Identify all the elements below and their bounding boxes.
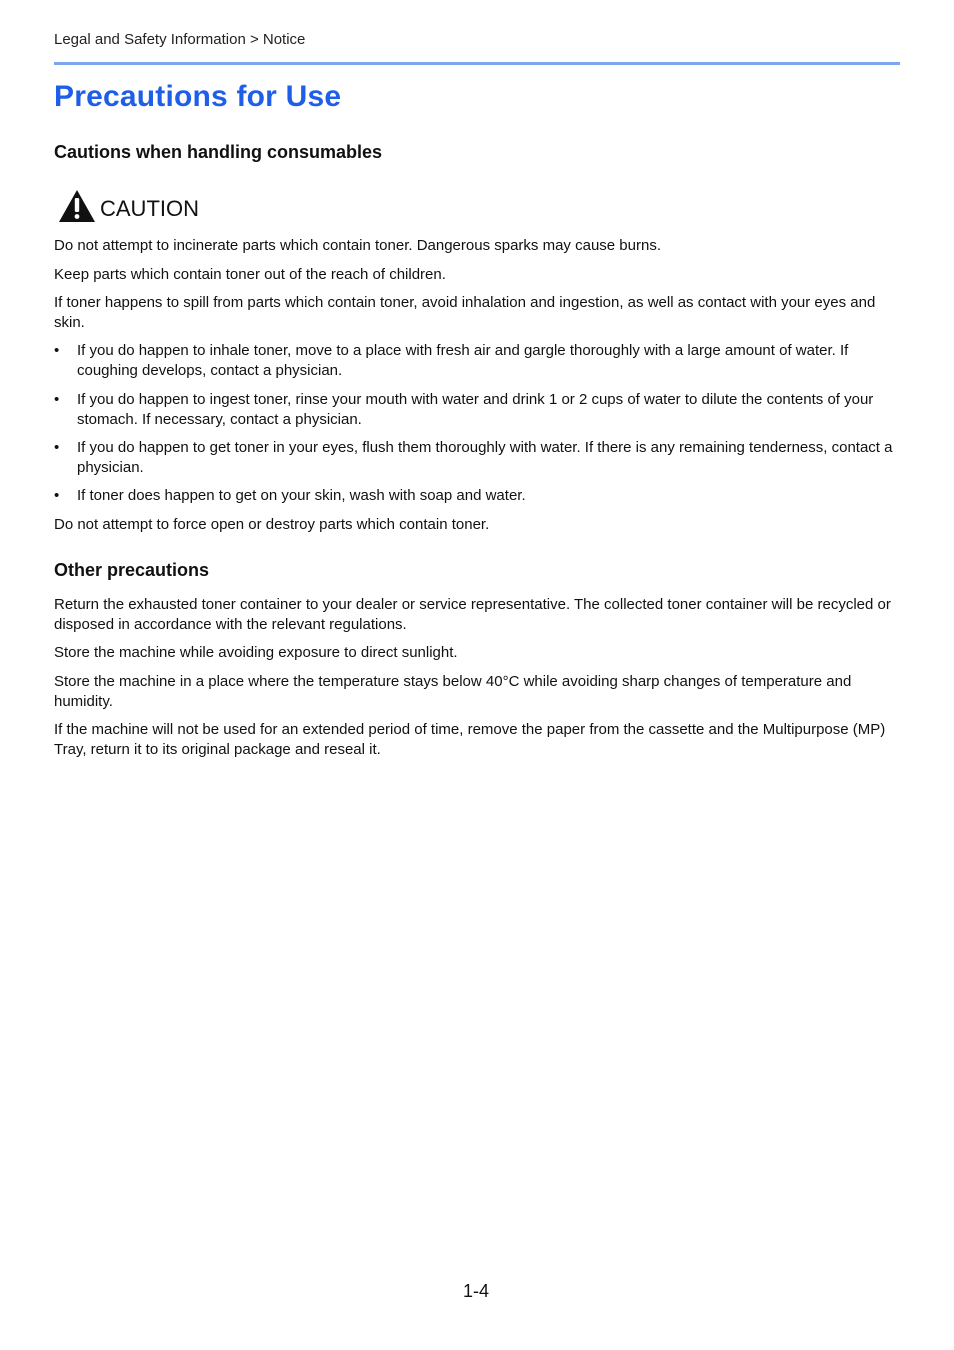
bullet-icon: • xyxy=(54,439,60,456)
header-divider xyxy=(54,62,900,65)
paragraph: Do not attempt to force open or destroy parts which contain toner. xyxy=(54,516,490,533)
page-title: Precautions for Use xyxy=(54,80,342,113)
paragraph: If toner happens to spill from parts which contain toner, avoid inhalation and ingestion, as well as contact with your eyes and skin. xyxy=(54,294,876,331)
paragraph: If the machine will not be used for an extended period of time, remove the paper from the cassette and the Multipurpose (MP) Tray, return it to its original package and reseal it. xyxy=(54,721,886,758)
bullet-icon: • xyxy=(54,342,60,359)
page-number: 1-4 xyxy=(463,1281,490,1301)
paragraph: Do not attempt to incinerate parts which contain toner. Dangerous sparks may cause burns. xyxy=(54,237,661,254)
warning-triangle-icon xyxy=(58,189,96,223)
list-item-text: If toner does happen to get on your skin, wash with soap and water. xyxy=(77,487,526,504)
paragraph: Store the machine in a place where the temperature stays below 40°C while avoiding sharp changes of temperature and humidity. xyxy=(54,673,852,710)
section-heading-consumables: Cautions when handling consumables xyxy=(54,142,383,162)
list-item-text: If you do happen to inhale toner, move to a place with fresh air and gargle thoroughly with a large amount of water. If coughing develops, contact a physician. xyxy=(77,342,849,379)
paragraph: Return the exhausted toner container to your dealer or service representative. The collected toner container will be recycled or disposed in accordance with the relevant regulations. xyxy=(54,596,891,633)
paragraph: Keep parts which contain toner out of the reach of children. xyxy=(54,266,446,283)
section-heading-other: Other precautions xyxy=(54,560,210,580)
caution-callout xyxy=(58,188,199,224)
list-item-text: If you do happen to ingest toner, rinse your mouth with water and drink 1 or 2 cups of water to dilute the contents of your stomach. If necessary, contact a physician. xyxy=(77,391,874,428)
breadcrumb: Legal and Safety Information > Notice xyxy=(54,31,306,48)
bullet-icon: • xyxy=(54,487,60,504)
paragraph: Store the machine while avoiding exposure to direct sunlight. xyxy=(54,644,458,661)
bullet-icon: • xyxy=(54,391,60,408)
list-item-text: If you do happen to get toner in your eyes, flush them thoroughly with water. If there is any remaining tenderness, contact a physician. xyxy=(77,439,893,476)
caution-label: CAUTION xyxy=(100,196,199,221)
